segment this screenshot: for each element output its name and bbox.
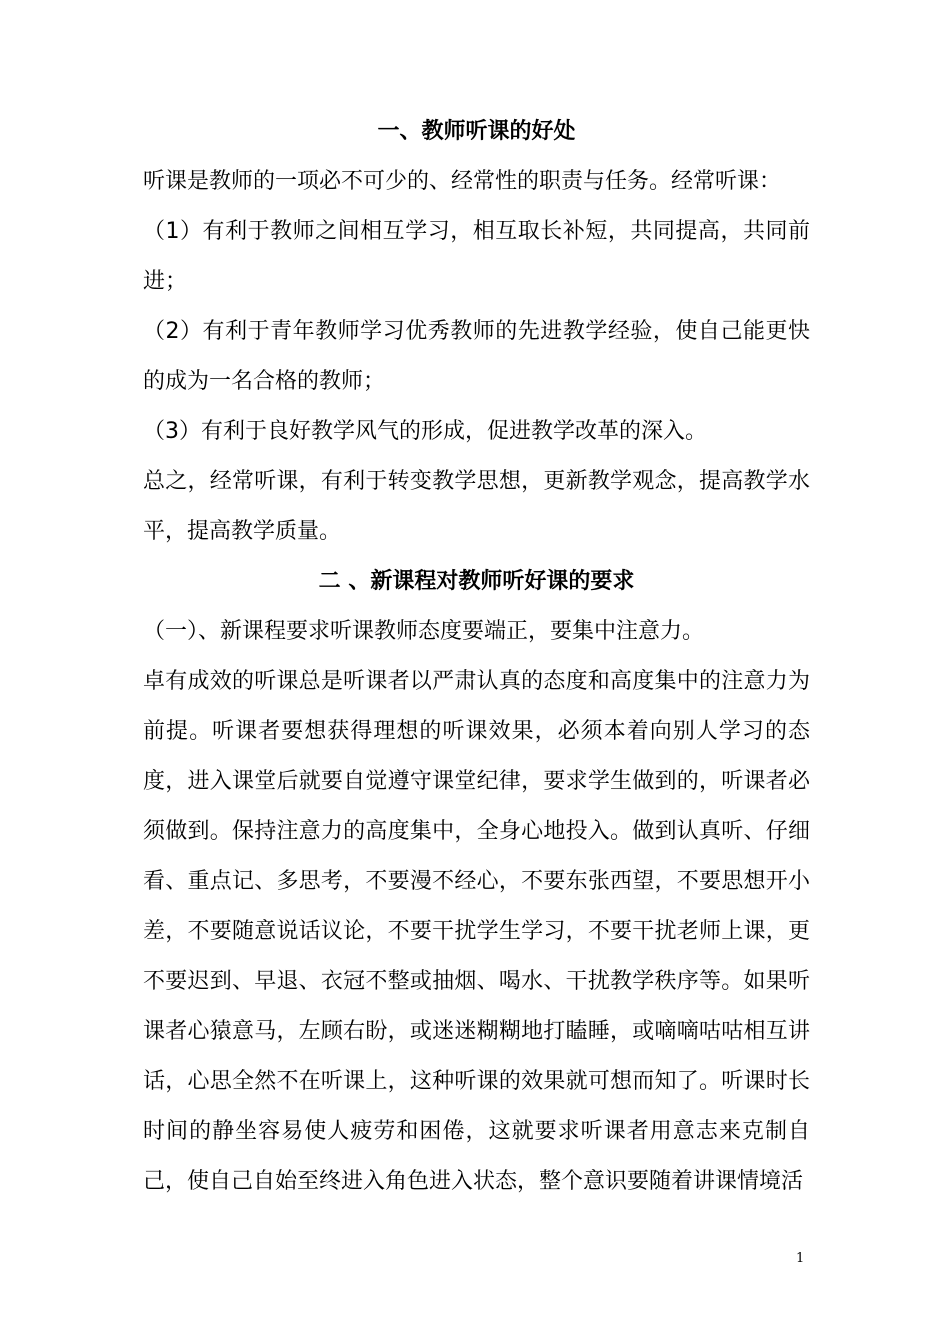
- section-1-item-3: （3）有利于良好教学风气的形成，促进教学改革的深入。: [143, 419, 707, 444]
- section-2-title: 二 、新课程对教师听好课的要求: [318, 569, 635, 594]
- section-1-item-1: （1）有利于教师之间相互学习，相互取长补短，共同提高，共同前进；: [143, 219, 810, 294]
- section-2-body: 卓有成效的听课总是听课者以严肃认真的态度和高度集中的注意力为前提。听课者要想获得理想的听课效果，必须本着向别人学习的态度，进入课堂后就要自觉遵守课堂纪律，要求学生做到的，听课者必须做到。保持注意力的高度集中，全身心地投入。做到认真听、仔细看、重点记、多思考，不要漫不经心，不要东张西望，不要思想开小差，不要随意说话议论，不要干扰学生学习，不要干扰老师上课，更不要迟到、早退、衣冠不整或抽烟、喝水、干扰教学秩序等。如果听课者心猿意马，左顾右盼，或迷迷糊糊地打瞌睡，或嘀嘀咕咕相互讲话，心思全然不在听课上，这种听课的效果就可想而知了。听课时长时间的静坐容易使人疲劳和困倦，这就要求听课者用意志来克制自己，使自己自始至终进入角色进入状态，整个意识要随着讲课情境活: [143, 669, 810, 1194]
- document-body: [143, 107, 810, 1207]
- section-1-intro: 听课是教师的一项必不可少的、经常性的职责与任务。经常听课：: [143, 169, 782, 194]
- section-2-subtitle: （一）、新课程要求听课教师态度要端正，要集中注意力。: [143, 619, 705, 644]
- page-number: 1: [796, 1251, 805, 1266]
- section-1-title: 一、教师听课的好处: [377, 119, 576, 144]
- section-1-conclusion: 总之，经常听课，有利于转变教学思想，更新教学观念，提高教学水平，提高教学质量。: [143, 469, 810, 544]
- section-1-item-2: （2）有利于青年教师学习优秀教师的先进教学经验，使自己能更快的成为一名合格的教师；: [143, 319, 810, 394]
